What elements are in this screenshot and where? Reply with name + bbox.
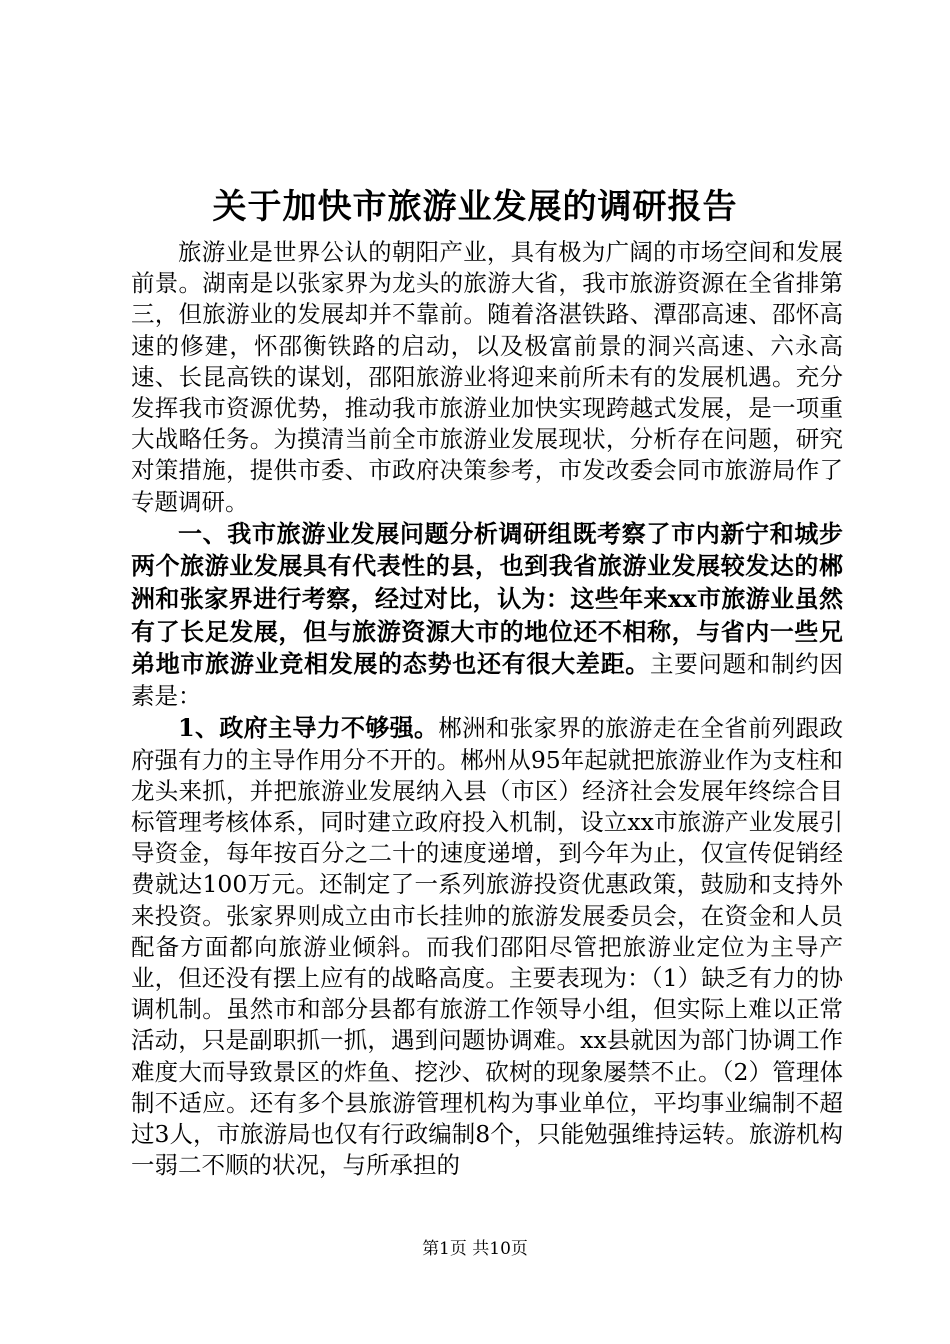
paragraph-intro-text: 旅游业是世界公认的朝阳产业，具有极为广阔的市场空间和发展前景。湖南是以张家界为龙头的旅游大省，我市旅游资源在全省排第三，但旅游业的发展却并不靠前。随着洛湛铁路、潭邵高速、邵怀高速的修建，怀邵衡铁路的启动，以及极富前景的洞兴高速、六永高速、长昆高铁的谋划，邵阳旅游业将迎来前所未有的发展机遇。充分发挥我市资源优势，推动我市旅游业加快实现跨越式发展，是一项重大战略任务。为摸清当前全市旅游业发展现状，分析存在问题，研究对策措施，提供市委、市政府决策参考，市发改委会同市旅游局作了专题调研。 <box>131 238 843 516</box>
paragraph-section-one <box>131 518 843 713</box>
paragraph-point-one <box>131 712 843 1181</box>
paragraph-intro <box>131 237 843 518</box>
section-one-heading: 一、我市旅游业发展问题分析调研组既考察了市内新宁和城步两个旅游业发展具有代表性的县，也到我省旅游业发展较发达的郴洲和张家界进行考察，经过对比，认为：这些年来xx市旅游业虽然有了长足发展，但与旅游资源大市的地位还不相称，与省内一些兄弟地市旅游业竞相发展的态势也还有很大差距。 <box>131 518 843 679</box>
page-number-footer: 第1页 共10页 <box>422 1239 528 1259</box>
document-title: 关于加快市旅游业发展的调研报告 <box>212 187 738 227</box>
point-one-text: 郴洲和张家界的旅游走在全省前列跟政府强有力的主导作用分不开的。郴州从95年起就把旅游业作为支柱和龙头来抓，并把旅游业发展纳入县（市区）经济社会发展年终综合目标管理考核体系，同时建立政府投入机制，设立xx市旅游产业发展引导资金，每年按百分之二十的速度递增，到今年为止，仅宣传促销经费就达100万元。还制定了一系列旅游投资优惠政策，鼓励和支持外来投资。张家界则成立由市长挂帅的旅游发展委员会，在资金和人员配备方面都向旅游业倾斜。而我们邵阳尽管把旅游业定位为主导产业，但还没有摆上应有的战略高度。主要表现为：（1）缺乏有力的协调机制。虽然市和部分县都有旅游工作领导小组，但实际上难以正常活动，只是副职抓一抓，遇到问题协调难。xx县就因为部门协调工作难度大而导致景区的炸鱼、挖沙、砍树的现象屡禁不止。（2）管理体制不适应。还有多个县旅游管理机构为事业单位，平均事业编制不超过3人，市旅游局也仅有行政编制8个，只能勉强维持运转。旅游机构一弱二不顺的状况，与所承担的 <box>131 714 844 1180</box>
section-one-text: 主要问题和制约因素是： <box>131 650 843 710</box>
point-one-heading: 1、政府主导力不够强。 <box>178 713 439 743</box>
document-body <box>131 237 843 1181</box>
